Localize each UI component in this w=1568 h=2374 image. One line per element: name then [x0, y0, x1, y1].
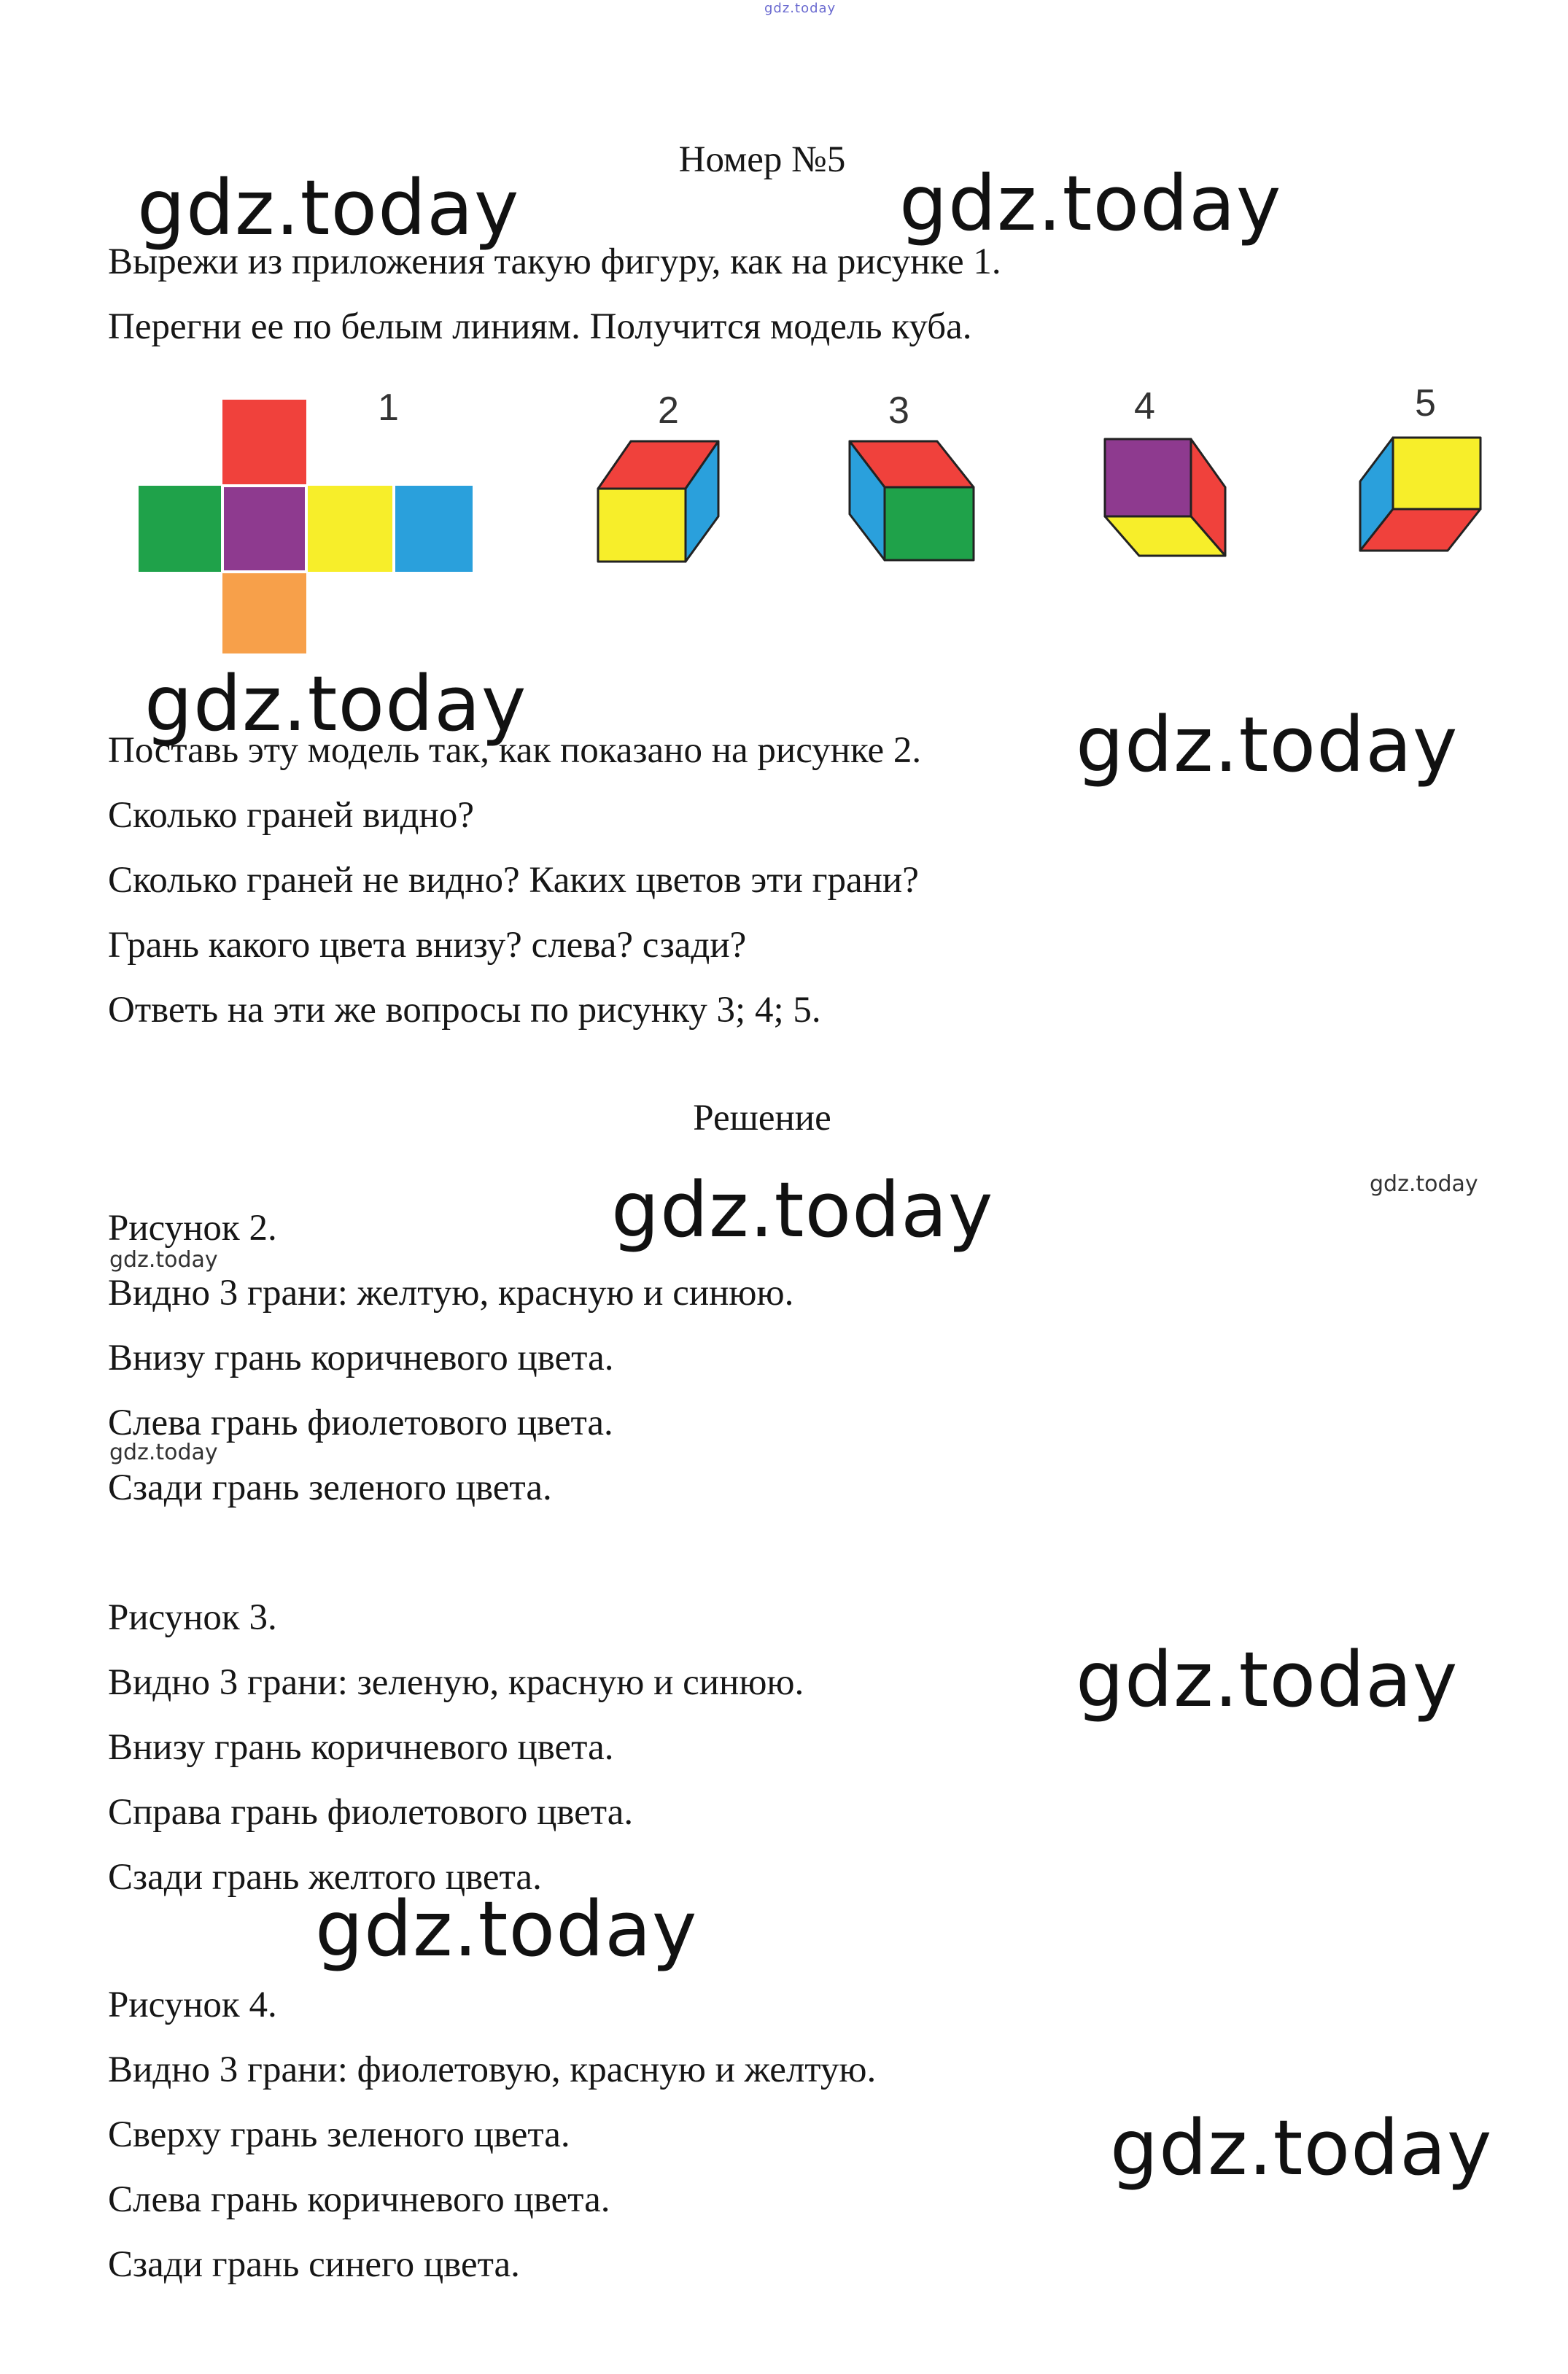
question-line-2: Сколько граней видно? — [108, 795, 474, 836]
fig2-line-4: Сзади грань зеленого цвета. — [108, 1467, 552, 1508]
watermark: gdz.today — [611, 1165, 994, 1254]
question-line-1: Поставь эту модель так, как показано на рисунке 2. — [108, 730, 922, 771]
net-face-orange — [222, 572, 306, 653]
watermark: gdz.today — [315, 1885, 698, 1974]
net-face-blue — [394, 486, 473, 572]
cube-figures — [0, 365, 1568, 671]
fig2-line-1: Видно 3 грани: желтую, красную и синюю. — [108, 1273, 794, 1314]
fig3-line-2: Внизу грань коричневого цвета. — [108, 1727, 614, 1768]
watermark: gdz.today — [1076, 700, 1459, 789]
figure-label-5: 5 — [1415, 382, 1436, 424]
watermark: gdz.today — [1110, 2103, 1493, 2192]
net-face-green — [139, 486, 222, 572]
net-face-yellow — [306, 486, 394, 572]
watermark: gdz.today — [1076, 1635, 1459, 1724]
task-title: Номер №5 — [678, 139, 846, 180]
cube3-front-green — [885, 487, 974, 560]
watermark: gdz.today — [137, 163, 520, 252]
watermark-small: gdz.today — [1370, 1171, 1478, 1197]
fig3-line-3: Справа грань фиолетового цвета. — [108, 1792, 634, 1833]
figure-label-4: 4 — [1134, 385, 1155, 427]
intro-line-1: Вырежи из приложения такую фигуру, как на рисунке 1. — [108, 241, 1001, 282]
question-line-4: Грань какого цвета внизу? слева? сзади? — [108, 925, 747, 966]
net-face-red — [222, 400, 306, 486]
figure-label-3: 3 — [888, 389, 909, 432]
watermark: gdz.today — [144, 659, 527, 748]
fig3-line-1: Видно 3 грани: зеленую, красную и синюю. — [108, 1662, 804, 1703]
cube5-front-yellow — [1393, 438, 1480, 509]
figure-4-cube — [1105, 385, 1225, 556]
solution-heading: Решение — [693, 1098, 831, 1138]
watermark: gdz.today — [899, 159, 1282, 248]
fig2-line-2: Внизу грань коричневого цвета. — [108, 1338, 614, 1378]
fig4-line-2: Сверху грань зеленого цвета. — [108, 2114, 570, 2155]
figure-2-cube — [598, 389, 718, 562]
fig4-line-1: Видно 3 грани: фиолетовую, красную и желтую. — [108, 2049, 877, 2090]
figure-label-1: 1 — [378, 387, 399, 429]
fig2-line-3: Слева грань фиолетового цвета. — [108, 1403, 613, 1443]
cube2-front-yellow — [598, 489, 686, 562]
cube4-front-purple — [1105, 439, 1191, 516]
fig2-title: Рисунок 2. — [108, 1208, 277, 1249]
watermark-top: gdz.today — [764, 1, 837, 16]
intro-line-2: Перегни ее по белым линиям. Получится модель куба. — [108, 306, 972, 347]
fig3-line-4: Сзади грань желтого цвета. — [108, 1857, 542, 1898]
fig4-title: Рисунок 4. — [108, 1985, 277, 2025]
figure-1-cube-net — [139, 387, 473, 653]
fig3-title: Рисунок 3. — [108, 1597, 277, 1638]
figure-5-cube — [1360, 382, 1480, 551]
figure-3-cube — [850, 389, 974, 560]
fig4-line-4: Сзади грань синего цвета. — [108, 2244, 520, 2285]
watermark-small: gdz.today — [109, 1247, 218, 1273]
question-line-3: Сколько граней не видно? Каких цветов эти грани? — [108, 860, 919, 901]
figure-label-2: 2 — [658, 389, 679, 432]
watermark-small: gdz.today — [109, 1440, 218, 1465]
fig4-line-3: Слева грань коричневого цвета. — [108, 2179, 610, 2220]
question-line-5: Ответь на эти же вопросы по рисунку 3; 4; 5. — [108, 990, 821, 1031]
net-face-purple — [222, 486, 306, 572]
